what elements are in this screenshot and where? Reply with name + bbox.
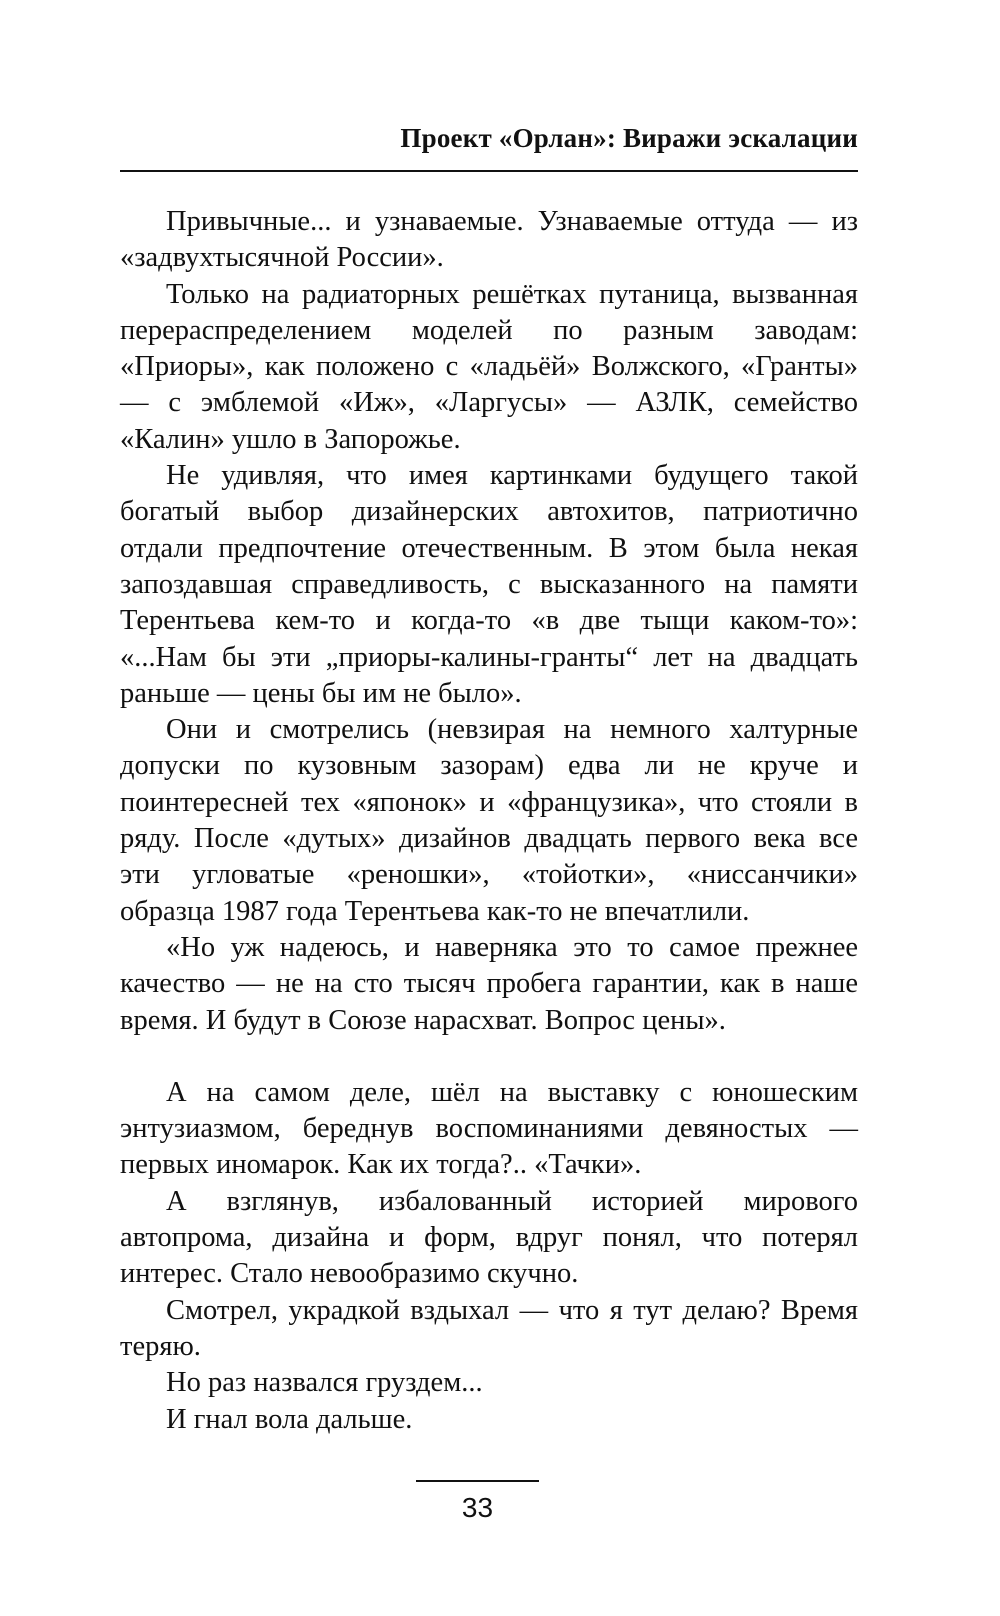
paragraph: Не удивляя, что имея картинками будущего такой богатый выбор дизайнерских автохитов, патриотично отдали предпочтение отечественным. В этом была некая запоздавшая справедливость, с высказанного на памяти Терентьева кем-то и когда-то «в две тыщи каком-то»: «...Нам бы эти „приоры-калины-гранты“ лет на двадцать раньше — цены бы им не было». [120,460,858,709]
header-rule [120,170,858,172]
paragraph: «Но уж надеюсь, и наверняка это то самое прежнее качество — не на сто тысяч пробега гарантии, как в наше время. И будут в Союзе нарасхват. Вопрос цены». [120,931,858,1036]
paragraph: Но раз назвался груздем... [166,1367,483,1399]
paragraph: И гнал вола дальше. [166,1403,413,1435]
paragraph: Только на радиаторных решётках путаница, вызванная перераспределением моделей по разным заводам: «Приоры», как положено с «ладьёй» Волжского, «Гранты» — с эмблемой «Иж», «Ларгусы» — АЗЛК, семейство «Калин» ушло в Запорожье. [120,278,858,455]
paragraph: А на самом деле, шёл на выставку с юношеским энтузиазмом, береднув воспоминаниями девяностых — первых иномарок. Как их тогда?.. «Тачки». [120,1076,858,1181]
running-head: Проект «Орлан»: Виражи эскалации [400,123,858,153]
paragraph: Смотрел, украдкой вздыхал — что я тут делаю? Время теряю. [120,1294,858,1362]
paragraph: Привычные... и узнаваемые. Узнаваемые оттуда — из «задвухтысячной России». [120,206,858,274]
section-break [120,1039,858,1075]
page-number: 33 [461,1492,494,1523]
paragraph: Они и смотрелись (невзирая на немного халтурные допуски по кузовным зазорам) едва ли не круче и поинтересней тех «японок» и «французика», что стояли в ряду. После «дутых» дизайнов двадцать первого века все эти угловатые «реношки», «тойотки», «ниссанчики» образца 1987 года Терентьева как-то не впечатлили. [120,714,858,927]
body-text [120,204,858,1438]
footer-rule [416,1480,539,1482]
paragraph: А взглянув, избалованный историей мирового автопрома, дизайна и форм, вдруг понял, что потерял интерес. Стало невообразимо скучно. [120,1185,858,1290]
